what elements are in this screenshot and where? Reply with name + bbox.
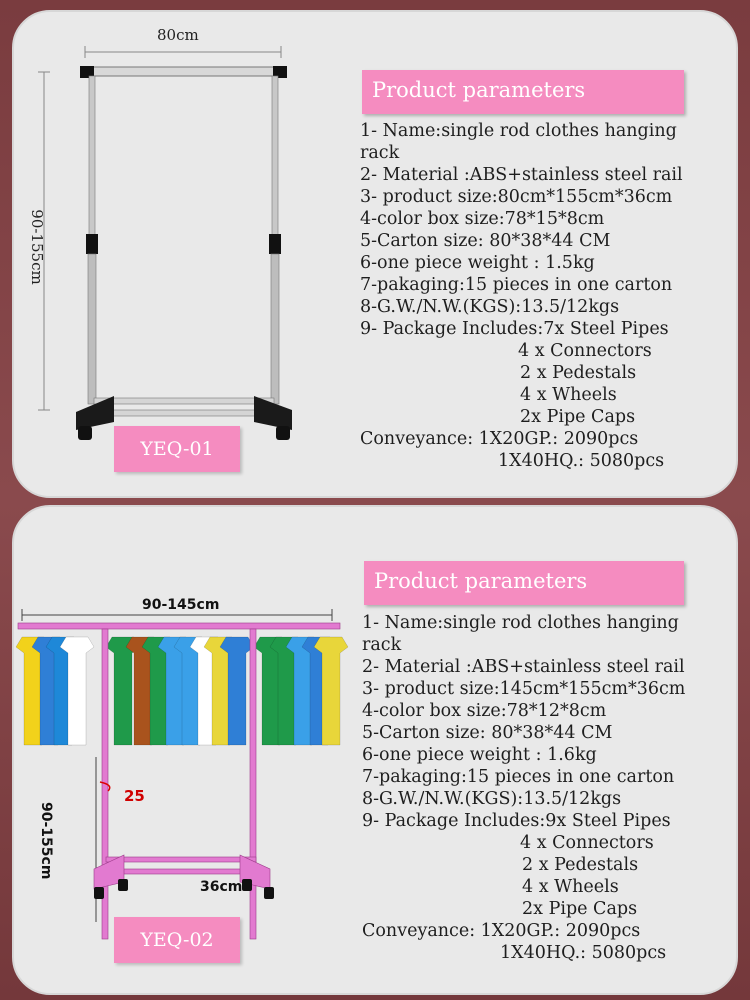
spec-line: 2x Pipe Caps [522,899,638,919]
spec-line: 1X40HQ.: 5080pcs [500,943,667,963]
spec-line: 4-color box size:78*15*8cm [360,209,605,229]
spec-line: 1- Name:single rod clothes hanging [362,613,679,633]
depth-dimension-label: 36cm [200,879,243,895]
width-dimension-label: 80cm [157,26,199,44]
hanging-shirts [16,637,348,745]
product-parameters-title: Product parameters [364,561,684,605]
spec-line: 5-Carton size: 80*38*44 CM [360,231,611,251]
spec-line: 4-color box size:78*12*8cm [362,701,607,721]
width-dimension-label: 90-145cm [142,597,220,613]
model-badge-yeq-01: YEQ-01 [114,426,240,472]
spec-line: 4 x Connectors [518,341,652,361]
spec-line: 8-G.W./N.W.(KGS):13.5/12kgs [362,789,622,809]
spec-line: rack [360,143,400,163]
spec-line: 8-G.W./N.W.(KGS):13.5/12kgs [360,297,620,317]
spec-line: 4 x Wheels [522,877,619,897]
spec-line: Conveyance: 1X20GP.: 2090pcs [360,429,639,449]
spec-line: 2x Pipe Caps [520,407,636,427]
spec-line: 3- product size:80cm*155cm*36cm [360,187,673,207]
spec-list-yeq-01 [360,120,683,472]
model-badge-yeq-02: YEQ-02 [114,917,240,963]
product-panel-yeq-01 [12,10,738,498]
spec-line: 2- Material :ABS+stainless steel rail [360,165,683,185]
spec-line: 7-pakaging:15 pieces in one carton [360,275,673,295]
spec-line: 4 x Connectors [520,833,654,853]
spec-line: Conveyance: 1X20GP.: 2090pcs [362,921,641,941]
spec-line: 5-Carton size: 80*38*44 CM [362,723,613,743]
spec-line: 3- product size:145cm*155cm*36cm [362,679,686,699]
spec-line: 1- Name:single rod clothes hanging [360,121,677,141]
spec-line: 2 x Pedestals [520,363,637,383]
height-dimension-label: 90-155cm [38,802,54,880]
spec-list-yeq-02 [362,612,685,964]
product-parameters-title: Product parameters [362,70,684,114]
spec-line: 2- Material :ABS+stainless steel rail [362,657,685,677]
height-dimension-label: 90-155cm [28,209,46,285]
spec-line: 1X40HQ.: 5080pcs [498,451,665,471]
spec-line: 9- Package Includes:9x Steel Pipes [362,811,671,831]
spec-line: rack [362,635,402,655]
spec-line: 4 x Wheels [520,385,617,405]
spec-line: 9- Package Includes:7x Steel Pipes [360,319,669,339]
spec-line: 7-pakaging:15 pieces in one carton [362,767,675,787]
clothes-rack-image-yeq-01 [14,12,354,482]
spec-line: 2 x Pedestals [522,855,639,875]
angle-label: 25 [124,787,145,805]
product-panel-yeq-02 [12,505,738,995]
spec-line: 6-one piece weight : 1.5kg [360,253,595,273]
spec-line: 6-one piece weight : 1.6kg [362,745,597,765]
